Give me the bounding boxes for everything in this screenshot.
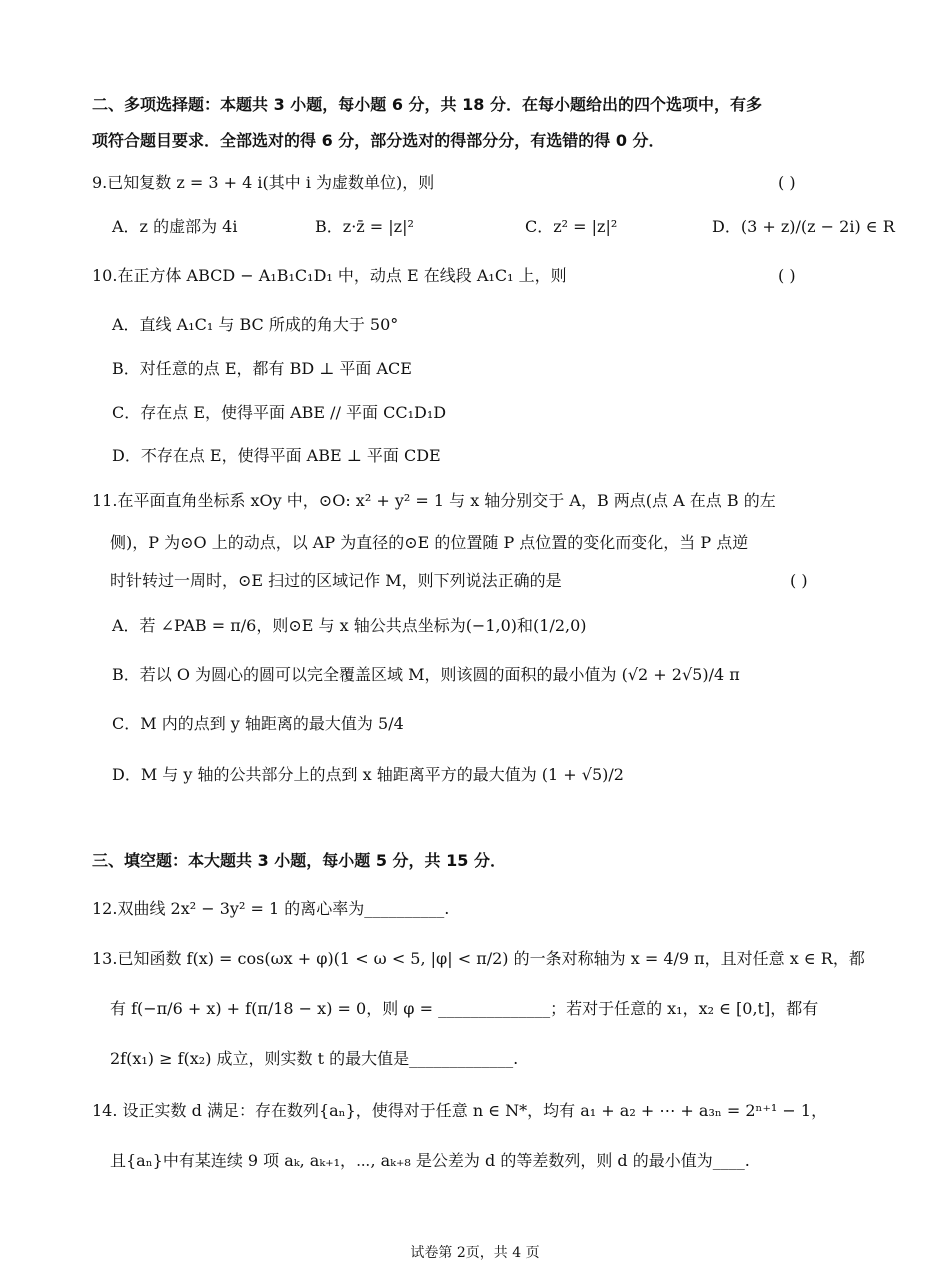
question-9-option-c: C．z² = |z|² [525,217,618,236]
question-9-option-b: B．z·z̄ = |z|² [315,217,414,236]
question-10-option-b: B．对任意的点 E，都有 BD ⊥ 平面 ACE [112,359,412,378]
question-11-stem-line3: 时针转过一周时，⊙E 扫过的区域记作 M，则下列说法正确的是 [110,571,562,590]
question-13-line2: 有 f(−π/6 + x) + f(π/18 − x) = 0，则 φ = ______________；若对于任意的 x₁，x₂ ∈ [0,t]，都有 [110,999,819,1018]
question-12-stem: 12.双曲线 2x² − 3y² = 1 的离心率为__________. [92,899,450,918]
question-10-option-d: D．不存在点 E，使得平面 ABE ⊥ 平面 CDE [112,446,441,465]
question-14-line2: 且{aₙ}中有某连续 9 项 aₖ, aₖ₊₁，⋯, aₖ₊₈ 是公差为 d 的等差数列，则 d 的最小值为____. [110,1151,750,1170]
section2-title-line1: 二、多项选择题：本题共 3 小题，每小题 6 分，共 18 分．在每小题给出的四个选项中，有多 [92,95,762,114]
question-9-stem: 9.已知复数 z = 3 + 4 i(其中 i 为虚数单位)，则 [92,173,435,192]
question-10-stem: 10.在正方体 ABCD − A₁B₁C₁D₁ 中，动点 E 在线段 A₁C₁ 上，则 [92,266,567,285]
question-9-option-d: D．(3 + z)/(z − 2i) ∈ R [712,217,895,236]
question-11-answer-paren: ( ) [790,571,808,590]
question-11-stem-line2: 侧)，P 为⊙O 上的动点，以 AP 为直径的⊙E 的位置随 P 点位置的变化而变化，当 P 点逆 [110,533,749,552]
question-10-option-c: C．存在点 E，使得平面 ABE // 平面 CC₁D₁D [112,403,447,422]
question-11-stem-line1: 11.在平面直角坐标系 xOy 中，⊙O: x² + y² = 1 与 x 轴分别交于 A，B 两点(点 A 在点 B 的左 [92,491,776,510]
question-13-line1: 13.已知函数 f(x) = cos(ωx + φ)(1 < ω < 5, |φ| < π/2) 的一条对称轴为 x = 4/9 π，且对任意 x ∈ R，都 [92,949,865,968]
question-11-option-d: D．M 与 y 轴的公共部分上的点到 x 轴距离平方的最大值为 (1 + √5)/2 [112,765,624,784]
question-9-option-a: A．z 的虚部为 4i [112,217,238,236]
question-14-line1: 14. 设正实数 d 满足：存在数列{aₙ}，使得对于任意 n ∈ N*，均有 a₁ + a₂ + ⋯ + a₃ₙ = 2ⁿ⁺¹ − 1， [92,1101,828,1120]
page-footer: 试卷第 2页，共 4 页 [410,1245,540,1261]
question-11-option-b: B．若以 O 为圆心的圆可以完全覆盖区域 M，则该圆的面积的最小值为 (√2 + 2√5)/4 π [112,665,740,684]
question-9-answer-paren: ( ) [778,173,796,192]
question-11-option-c: C．M 内的点到 y 轴距离的最大值为 5/4 [112,714,404,733]
section2-title-line2: 项符合题目要求．全部选对的得 6 分，部分选对的得部分分，有选错的得 0 分． [92,131,665,150]
question-13-line3: 2f(x₁) ≥ f(x₂) 成立，则实数 t 的最大值是_____________. [110,1049,519,1068]
question-10-answer-paren: ( ) [778,266,796,285]
question-10-option-a: A．直线 A₁C₁ 与 BC 所成的角大于 50° [112,315,399,334]
question-11-option-a: A．若 ∠PAB = π/6，则⊙E 与 x 轴公共点坐标为(−1,0)和(1/2,0) [112,616,587,635]
section3-title: 三、填空题：本大题共 3 小题，每小题 5 分，共 15 分． [92,851,506,870]
